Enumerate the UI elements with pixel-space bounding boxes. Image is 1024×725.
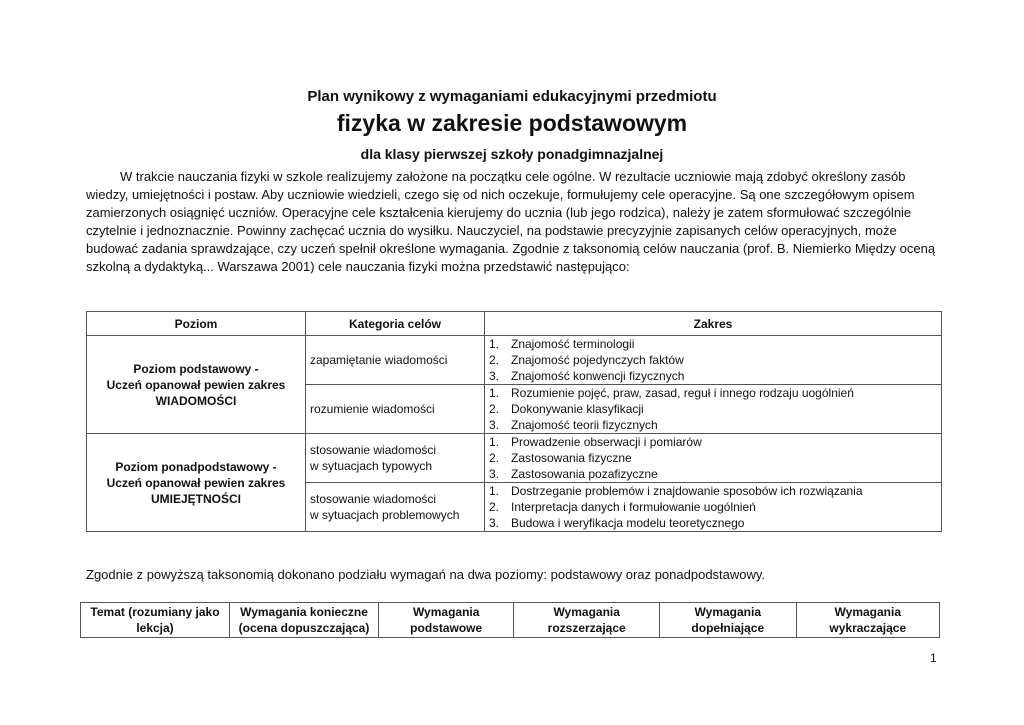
list-item: 3. Znajomość konwencji fizycznych	[489, 369, 685, 383]
category-cell	[306, 385, 485, 434]
taxonomy-header-row	[87, 312, 942, 336]
requirements-header-row	[81, 603, 940, 638]
header-level: Poziom	[87, 312, 306, 336]
category-label: w sytuacjach typowych	[310, 459, 433, 473]
division-paragraph: Zgodnie z powyższą taksonomią dokonano podziału wymagań na dwa poziomy: podstawowy oraz ponadpodstawowy.	[86, 567, 766, 582]
list-item: 1. Prowadzenie obserwacji i pomiarów	[489, 435, 702, 449]
list-item: 2. Interpretacja danych i formułowanie uogólnień	[489, 500, 756, 514]
header-basic: Wymagania podstawowe	[379, 603, 514, 638]
requirements-table	[80, 602, 940, 638]
intro-paragraph: W trakcie nauczania fizyki w szkole realizujemy założone na początku cele ogólne. W rezultacie uczniowie mają zdobyć określony zasób wiedzy, umiejętności i postaw. Aby uczniowie wiedzieli, czego się od nich oczekuje, formułujemy cele operacyjne. Są one szczegółowym opisem zamierzonych osiągnięć uczniów. Operacyjne cele kształcenia kierujemy do ucznia (lub jego rodzica), należy je zatem sformułować szczególnie czytelnie i jednoznacznie. Powinny zachęcać ucznia do wysiłku. Nauczyciel, na podstawie precyzyjnie zapisanych celów operacyjnych, może budować zadania sprawdzające, czy uczeń spełnił określone wymagania. Zgodnie z taksonomią celów nauczania (prof. B. Niemierko Między oceną szkolną a dydaktyką... Warszawa 2001) cele nauczania fizyki można przedstawić następująco:	[86, 169, 936, 274]
title-subject: fizyka w zakresie podstawowym	[336, 110, 688, 136]
taxonomy-table	[86, 311, 942, 532]
header-extended: Wymagania rozszerzające	[514, 603, 660, 638]
level-basic	[87, 336, 306, 434]
level-label: Poziom podstawowy -	[133, 361, 259, 376]
level-label: Uczeń opanował pewien zakres	[106, 475, 286, 490]
level-label: WIADOMOŚCI	[155, 393, 237, 408]
table-row	[87, 336, 942, 385]
header-required: Wymagania konieczne (ocena dopuszczająca)	[230, 603, 379, 638]
title-line-1: Plan wynikowy z wymaganiami edukacyjnymi przedmiotu	[307, 88, 717, 105]
level-label: Poziom ponadpodstawowy -	[115, 459, 277, 474]
category-cell	[306, 434, 485, 483]
list-item: 1. Rozumienie pojęć, praw, zasad, reguł i innego rodzaju uogólnień	[489, 386, 854, 400]
table-row	[87, 434, 942, 483]
header-beyond: Wymagania wykraczające	[796, 603, 939, 638]
range-cell	[485, 385, 942, 434]
page-number: 1	[930, 651, 937, 665]
list-item: 1. Dostrzeganie problemów i znajdowanie sposobów ich rozwiązania	[489, 484, 863, 498]
category-cell	[306, 336, 485, 385]
level-label: UMIEJĘTNOŚCI	[150, 491, 241, 506]
list-item: 2. Dokonywanie klasyfikacji	[489, 402, 644, 416]
category-label: stosowanie wiadomości	[310, 492, 437, 506]
level-advanced	[87, 434, 306, 532]
header-range: Zakres	[485, 312, 942, 336]
category-label: rozumienie wiadomości	[310, 402, 435, 416]
category-label: zapamiętanie wiadomości	[310, 353, 448, 367]
range-cell	[485, 483, 942, 532]
list-item: 2. Znajomość pojedynczych faktów	[489, 353, 684, 367]
category-cell	[306, 483, 485, 532]
range-cell	[485, 434, 942, 483]
category-label: w sytuacjach problemowych	[310, 508, 460, 522]
header-complementary: Wymagania dopełniające	[660, 603, 797, 638]
header-category: Kategoria celów	[306, 312, 485, 336]
header-topic: Temat (rozumiany jako lekcja)	[81, 603, 230, 638]
level-label: Uczeń opanował pewien zakres	[106, 377, 286, 392]
title-class: dla klasy pierwszej szkoły ponadgimnazjalnej	[360, 146, 664, 162]
list-item: 1. Znajomość terminologii	[489, 337, 635, 351]
range-cell	[485, 336, 942, 385]
list-item: 3. Budowa i weryfikacja modelu teoretycznego	[489, 516, 745, 530]
category-label: stosowanie wiadomości	[310, 443, 437, 457]
list-item: 3. Znajomość teorii fizycznych	[489, 418, 658, 432]
list-item: 2. Zastosowania fizyczne	[489, 451, 632, 465]
list-item: 3. Zastosowania pozafizyczne	[489, 467, 658, 481]
